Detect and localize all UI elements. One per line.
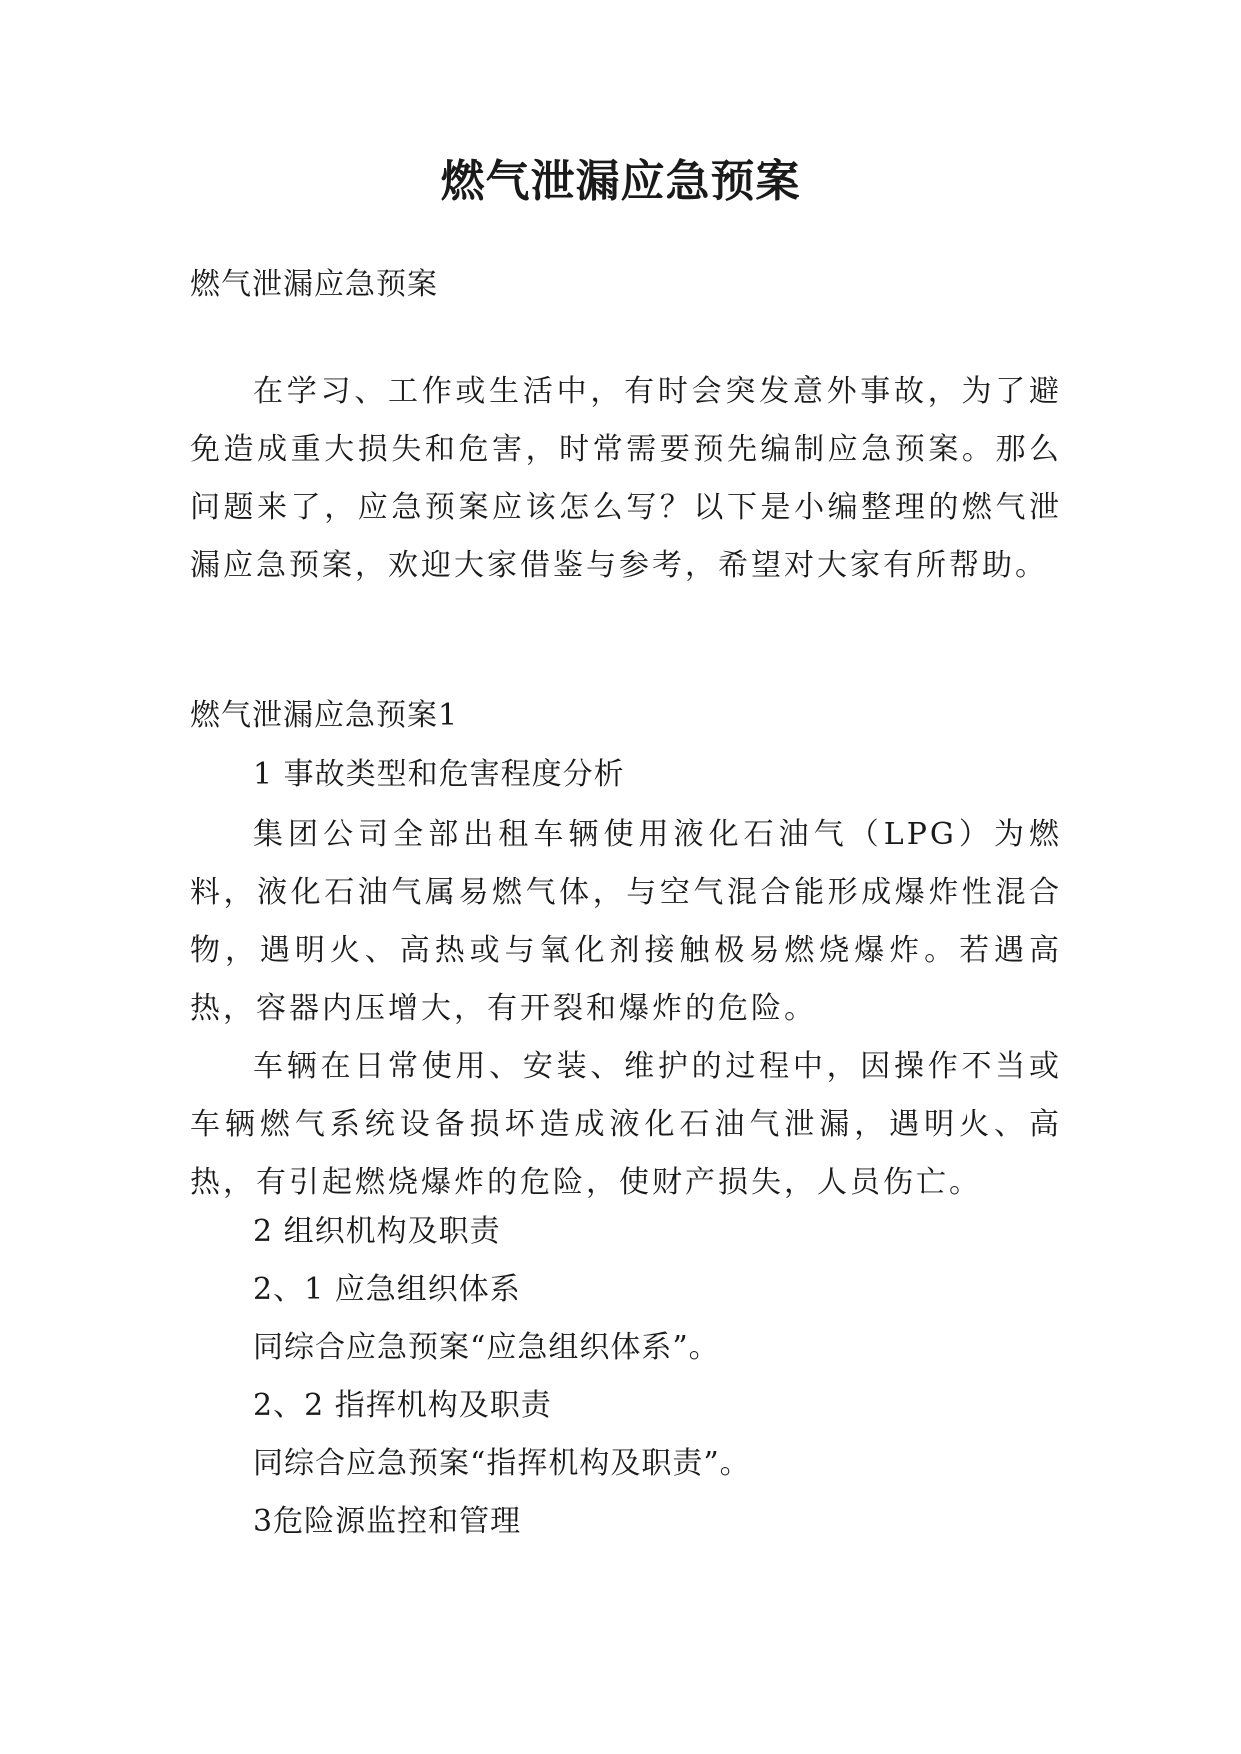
paragraph-1: 集团公司全部出租车辆使用液化石油气（LPG）为燃料，液化石油气属易燃气体，与空气混合能形成爆炸性混合物，遇明火、高热或与氧化剂接触极易燃烧爆炸。若遇高热，容器内压增大，有开裂和爆炸的危险。	[190, 817, 1062, 1026]
paragraph-2: 车辆在日常使用、安装、维护的过程中，因操作不当或车辆燃气系统设备损坏造成液化石油气泄漏，遇明火、高热，有引起燃烧爆炸的危险，使财产损失，人员伤亡。	[190, 1049, 1062, 1200]
text-2-1: 同综合应急预案“应急组织体系”。	[253, 1330, 720, 1365]
heading-2: 2 组织机构及职责	[253, 1214, 501, 1249]
intro-paragraph: 在学习、工作或生活中，有时会突发意外事故，为了避免造成重大损失和危害，时常需要预先编制应急预案。那么问题来了，应急预案应该怎么写？以下是小编整理的燃气泄漏应急预案，欢迎大家借鉴与参考，希望对大家有所帮助。	[190, 374, 1062, 583]
text-2-2: 同综合应急预案“指挥机构及职责”。	[253, 1446, 751, 1481]
document-subtitle: 燃气泄漏应急预案	[190, 267, 438, 302]
heading-1: 1 事故类型和危害程度分析	[253, 757, 625, 792]
section-title: 燃气泄漏应急预案1	[190, 698, 459, 733]
document-title: 燃气泄漏应急预案	[440, 156, 801, 207]
heading-3: 3危险源监控和管理	[253, 1504, 522, 1539]
heading-2-2: 2、2 指挥机构及职责	[253, 1388, 552, 1423]
heading-2-1: 2、1 应急组织体系	[253, 1272, 521, 1307]
